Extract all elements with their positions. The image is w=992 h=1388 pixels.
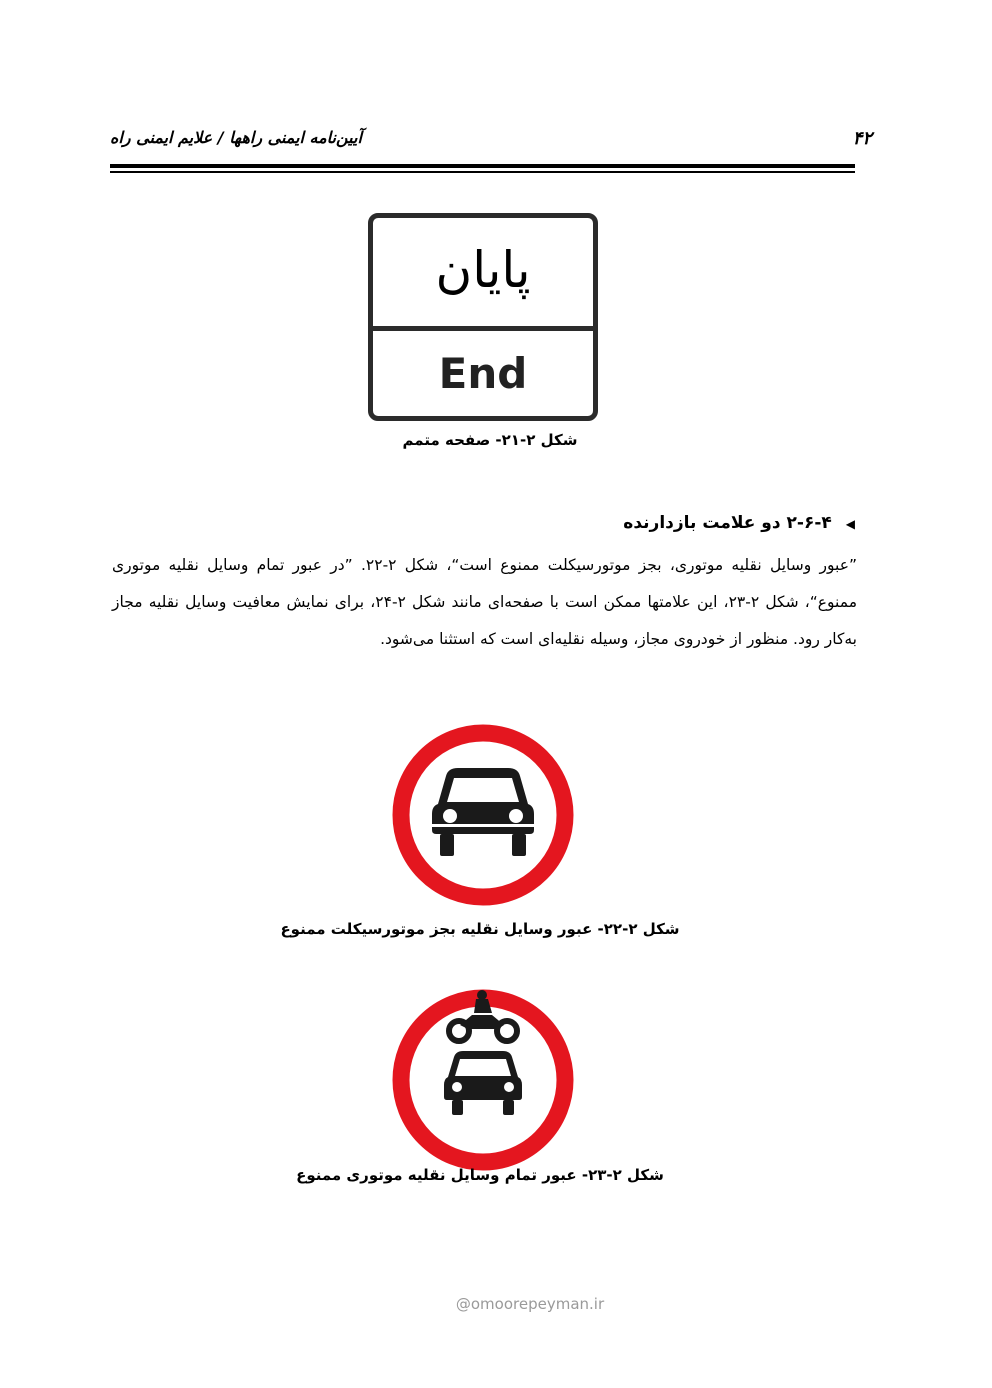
no-motor-vehicles-except-motorcycle-sign — [388, 720, 578, 910]
running-head — [110, 128, 872, 158]
page-number: ۴۲ — [852, 128, 872, 149]
body-paragraph: ”عبور وسایل نقلیه موتوری، بجز موتورسیکلت ممنوع است“، شکل ۲-۲۲. ”در عبور تمام وسایل نقلیه موتوری ممنوع“، شکل ۲-۲۳، این علامتها ممکن است با صفحه‌ای مانند شکل ۲-۲۴، برای نمایش معافیت وسایل نقلیه مجاز به‌کار رود. منظور از خودروی مجاز، وسیله نقلیه‌ای است که استثنا می‌شود. — [112, 556, 858, 648]
watermark-text: @omoorepeyman.ir — [455, 1295, 605, 1313]
figure-21-caption: شکل ۲-۲۱- صفحه متمم — [402, 431, 578, 449]
header-rule-thin — [110, 171, 855, 173]
section-heading-text: ۲-۶-۴ دو علامت بازدارنده — [623, 513, 832, 533]
end-plate-persian-text: پایان — [435, 241, 531, 299]
figure-23-caption: شکل ۲-۲۳- عبور تمام وسایل نقلیه موتوری ممنوع — [296, 1166, 664, 1184]
bullet-triangle-icon: ◀ — [845, 517, 855, 531]
header-rule-thick — [110, 164, 855, 168]
no-motor-vehicles-sign — [388, 985, 578, 1175]
figure-22-caption: شکل ۲-۲۲- عبور وسایل نقلیه بجز موتورسیکلت ممنوع — [280, 920, 680, 938]
end-plate-english-text: End — [438, 349, 528, 398]
end-plate-sign — [368, 213, 598, 421]
section-heading — [623, 513, 855, 533]
running-head-title: آیین‌نامه ایمنی راهها / علایم ایمنی راه — [110, 128, 362, 147]
